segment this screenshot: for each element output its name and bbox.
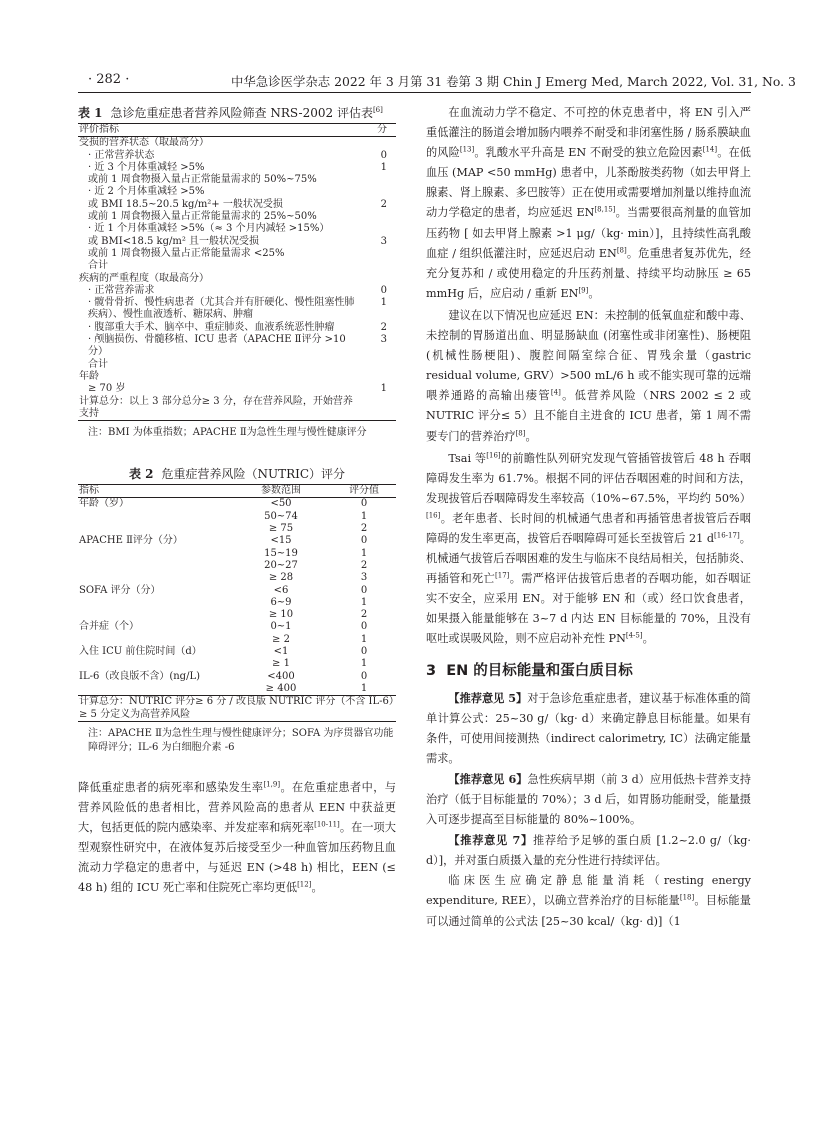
table2-cell-indicator — [78, 609, 230, 621]
table2-cell-range: ≥ 2 — [272, 633, 290, 645]
left-column — [78, 103, 396, 899]
table2-cell-range: 0~1 — [270, 621, 292, 633]
table2-row — [78, 572, 396, 584]
citation: [14] — [702, 145, 718, 154]
table2-cell-indicator — [78, 548, 230, 560]
table2-cell-range: 6~9 — [270, 596, 292, 608]
text: 。在危重症患者中，与营养风险低的患者相比，营养风险高的患者从 EEN 中获益更大，包括更低的院内感染率、并发症率和病死率 — [78, 780, 396, 835]
table2-col-range: 参数范围 — [230, 485, 332, 498]
table2-cell-indicator — [78, 634, 230, 646]
text: 。 — [311, 881, 323, 895]
table2-row — [78, 621, 396, 633]
table1-row — [78, 199, 396, 211]
table1-row — [78, 396, 396, 421]
table2-cell-range: 15~19 — [264, 547, 298, 559]
table2-cell-range: <50 — [270, 498, 292, 510]
recommendation-7 — [426, 830, 751, 871]
table1-cell-indicator: ≥ 70 岁 — [88, 383, 126, 395]
table1-cell-score: 3 — [380, 334, 387, 346]
citation: [13] — [459, 145, 475, 154]
table1-cell-indicator: 受损的营养状态（取最高分） — [79, 137, 209, 149]
section-number: 3 — [426, 662, 437, 679]
table2-cell-score: 0 — [360, 535, 368, 547]
table1-row — [78, 297, 396, 322]
table2-cell-range: ≥ 1 — [272, 658, 290, 670]
citation: [4] — [550, 388, 561, 397]
text: 。 — [642, 632, 654, 646]
table2-cell-range: ≥ 10 — [268, 609, 294, 621]
running-header: 中华急诊医学杂志 2022 年 3 月第 31 卷第 3 期 Chin J Emerg Med, March 2022, Vol. 31, No. 3 — [231, 74, 796, 89]
table2-title: 危重症营养风险（NUTRIC）评分 — [161, 467, 346, 482]
table2-cell-score: 3 — [360, 572, 368, 584]
table2-row — [78, 560, 396, 572]
table2-calc: 计算总分：NUTRIC 评分≥ 6 分 / 改良版 NUTRIC 评分（不含 IL-6）≥ 5 分定义为高营养风险 — [78, 696, 396, 722]
table2-cell-score: 1 — [360, 510, 368, 522]
text: 。危重患者复苏优先，经充分复苏和 / 或使用稳定的升压药剂量、持续平均动脉压 ≥ 65 mmHg 后，应启动 / 重新 EN — [426, 246, 751, 300]
table2-cell-score: 1 — [360, 547, 368, 559]
table1-cell-score — [360, 223, 396, 235]
table2-cell-range: ≥ 400 — [265, 682, 297, 694]
table2-cell-indicator — [78, 523, 230, 535]
table2-cell-score: 0 — [360, 645, 368, 657]
table2-cell-range: ≥ 28 — [268, 572, 294, 584]
paragraph-delay-en — [426, 306, 751, 447]
table2-cell-indicator — [78, 658, 230, 670]
recommendation-label: 【推荐意见 6】 — [448, 771, 528, 786]
recommendation-6 — [426, 769, 751, 830]
table2-row — [78, 523, 396, 535]
table2-cell-score: 1 — [360, 596, 368, 608]
table1-col-score: 分 — [360, 124, 396, 137]
table1-row — [78, 322, 396, 334]
table2-cell-score: 0 — [360, 584, 368, 596]
table1-row — [78, 211, 396, 223]
citation: [17] — [495, 571, 510, 580]
paragraph-hemodynamic — [426, 103, 751, 304]
table1-cell-indicator: · 颅脑损伤、骨髓移植、ICU 患者（APACHE Ⅱ评分 >10 分） — [88, 334, 346, 358]
table1-cell-indicator: · 正常营养需求 — [88, 284, 155, 296]
table2-cell-range: 20~27 — [264, 559, 298, 571]
text: 急性疾病早期（前 3 d）应用低热卡营养支持治疗（低于目标能量的 70%）；3 d 后，如胃肠功能耐受，能量摄入可逐步提高至目标能量的 80%~100%。 — [426, 772, 751, 827]
table1-title: 急诊危重症患者营养风险筛查 NRS-2002 评估表 — [110, 106, 373, 120]
table2-cell-indicator: 年龄（岁） — [79, 498, 129, 510]
table1-row — [78, 371, 396, 383]
citation: [8] — [515, 428, 526, 437]
table1-cell-indicator: 或 BMI 18.5~20.5 kg/m²+ 一般状况受损 — [88, 198, 283, 210]
table1-cell-score — [360, 211, 396, 223]
table1-cell-indicator: · 髋骨骨折、慢性病患者（尤其合并有肝硬化、慢性阻塞性肺疾病）、慢性血液透析、糖尿病、肿瘤 — [88, 297, 355, 321]
table1-row — [78, 383, 396, 395]
text: Tsai 等 — [448, 451, 487, 465]
table1-cell-score — [360, 273, 396, 285]
citation: [10-11] — [314, 820, 340, 829]
section-title: EN 的目标能量和蛋白质目标 — [446, 662, 633, 679]
table2-cell-score: 2 — [360, 559, 368, 571]
table2-row — [78, 511, 396, 523]
table2-cell-score: 1 — [360, 633, 368, 645]
header-rule — [78, 92, 751, 93]
paragraph-dysphagia — [426, 449, 751, 650]
table1-row — [78, 260, 396, 272]
table1-cell-indicator: 或前 1 周食物摄入量占正常能量需求 <25% — [88, 247, 285, 259]
table1-cell-indicator: 或前 1 周食物摄入量占正常能量需求的 25%~50% — [88, 211, 317, 223]
text: 。在低血压 (MAP <50 mmHg) 患者中，儿茶酚胺类药物（如去甲肾上腺素、肾上腺素、多巴胺等）正在使用或需要增加剂量以维持血流动力学稳定的患者，均应延迟 EN — [426, 146, 751, 220]
table1-cell-score — [360, 396, 396, 421]
table2-col-score: 评分值 — [332, 485, 396, 498]
table2-cell-score: 1 — [360, 682, 368, 694]
table2-cell-range: <6 — [273, 584, 289, 596]
table1-row — [78, 248, 396, 260]
table1-cell-score: 2 — [380, 321, 387, 333]
citation: [1,9] — [263, 780, 281, 789]
table2-cell-range: <15 — [270, 535, 292, 547]
table1-cell-indicator: 或 BMI<18.5 kg/m² 且一般状况受损 — [88, 235, 260, 247]
table1-cell-score: 1 — [380, 161, 387, 173]
page-number: · 282 · — [88, 72, 130, 87]
text: 。需严格评估拔管后患者的吞咽功能，如吞咽证实不安全，应采用 EN。对于能够 EN 和（或）经口饮食患者，如果摄入能量能够在 3~7 d 内达 EN 目标能量的 70%，且没有呕吐或误吸风险，则不应启动补充性 PN — [426, 572, 751, 646]
right-column — [426, 103, 751, 932]
table2-cell-indicator: IL-6（改良版不含）(ng/L) — [79, 670, 200, 682]
table2-row — [78, 597, 396, 609]
table1-cell-score: 3 — [380, 235, 387, 247]
table2-row — [78, 646, 396, 658]
recommendation-5 — [426, 688, 751, 769]
citation: [16-17] — [714, 531, 740, 540]
table2-cell-score: 1 — [360, 658, 368, 670]
table2-cell-range: 50~74 — [264, 510, 298, 522]
table1-row — [78, 174, 396, 186]
text: 推荐给予足够的蛋白质 [1.2~2.0 g/（kg· d）]，并对蛋白质摄入量的充分性进行持续评估。 — [426, 834, 751, 868]
text: 。 — [588, 286, 600, 300]
table1-cell-indicator: 年龄 — [79, 370, 99, 382]
table1-cell-score — [360, 359, 396, 371]
table1-caption — [78, 103, 396, 123]
table1-cell-indicator: · 正常营养状态 — [88, 149, 155, 161]
table2-cell-indicator: 合并症（个） — [79, 621, 139, 633]
table2-col-indicator: 指标 — [78, 485, 230, 498]
table1-cell-score: 0 — [380, 284, 387, 296]
table1-cell-score: 1 — [380, 383, 387, 395]
table1-cell-indicator: 合计 — [88, 358, 108, 370]
table1-row — [78, 137, 396, 150]
table1-cell-score — [360, 260, 396, 272]
table2-row — [78, 658, 396, 670]
table1-row — [78, 162, 396, 174]
table1-cell-score: 2 — [380, 198, 387, 210]
recommendation-label: 【推荐意见 7】 — [448, 833, 533, 848]
text: 临床医生应确定静息能量消耗（resting energy expenditure, REE），以确立营养治疗的目标能量 — [426, 874, 751, 908]
table1-cell-score — [360, 248, 396, 260]
table1-cell-indicator: · 近 2 个月体重减轻 >5% — [88, 186, 205, 198]
text: 。目标能量可以通过简单的公式法 [25~30 kcal/（kg· d)]（1 — [426, 894, 751, 928]
citation: [8,15] — [594, 205, 616, 214]
table1-cell-score — [360, 186, 396, 198]
table1-ref: [6] — [372, 106, 383, 114]
text: 降低重症患者的病死率和感染发生率 — [78, 780, 264, 794]
table2-cell-indicator — [78, 572, 230, 584]
table2-cell-range: <1 — [273, 645, 289, 657]
table1-col-indicator: 评价指标 — [78, 124, 360, 137]
citation: [16] — [486, 450, 501, 459]
table2-label: 表 2 — [128, 467, 154, 482]
table2-row — [78, 634, 396, 646]
table1-cell-indicator: · 近 1 个月体重减轻 >5%（≈ 3 个月内减轻 >15%） — [88, 223, 330, 235]
text: 。乳酸水平升高是 EN 不耐受的独立危险因素 — [474, 146, 703, 160]
table1-note: 注：BMI 为体重指数；APACHE Ⅱ为急性生理与慢性健康评分 — [88, 427, 367, 439]
table2-cell-indicator: 入住 ICU 前住院时间（d） — [79, 645, 202, 657]
table1-row — [78, 359, 396, 371]
citation: [12] — [297, 880, 312, 889]
text: 对于急诊危重症患者，建议基于标准体重的简单计算公式：25~30 g/（kg· d）来确定静息目标能量。如果有条件，可使用间接测热（indirect calorimetry, IC）法确定能量需求。 — [426, 691, 751, 765]
table1-cell-score — [360, 137, 396, 150]
text: 建议在以下情况也应延迟 EN：未控制的低氧血症和酸中毒、未控制的胃肠道出血、明显肠缺血 (闭塞性或非闭塞性)、肠梗阻 (机械性肠梗阻)、腹腔间隔室综合征、胃残余量（gastric residual volume, GRV）>500 mL/6 h 或不能实现可靠的远端喂养通路的高输出瘘管 — [426, 308, 751, 403]
table1-cell-indicator: 计算总分：以上 3 部分总分≥ 3 分，存在营养风险，开始营养支持 — [78, 396, 360, 421]
table2-row — [78, 585, 396, 597]
table2-row — [78, 498, 396, 511]
recommendation-label: 【推荐意见 5】 — [448, 690, 528, 705]
text: 。机械通气拔管后吞咽困难的发生与临床不良结局相关，包括肺炎、再插管和死亡 — [426, 531, 751, 586]
table2-row — [78, 535, 396, 547]
table2-cell-indicator: SOFA 评分（分） — [79, 584, 161, 596]
table1 — [78, 123, 396, 421]
text: 。当需要很高剂量的血管加压药物 [ 如去甲肾上腺素 >1 μg/（kg· min）]，且持续性高乳酸血症 / 组织低灌注时，应延迟启动 EN — [426, 206, 751, 260]
table1-row — [78, 223, 396, 235]
citation: [8] — [616, 245, 627, 254]
text: 。 — [525, 429, 537, 443]
table1-row — [78, 186, 396, 198]
table2-row — [78, 548, 396, 560]
table2 — [78, 484, 396, 722]
table2-cell-score: 0 — [360, 670, 368, 682]
table1-row — [78, 334, 396, 359]
table2-cell-score: 2 — [360, 523, 368, 535]
table1-row — [78, 285, 396, 297]
table2-cell-score: 0 — [360, 621, 368, 633]
table1-cell-indicator: 疾病的严重程度（取最高分） — [79, 272, 209, 284]
table1-cell-indicator: · 近 3 个月体重减轻 >5% — [88, 161, 205, 173]
text: 在血流动力学不稳定、不可控的休克患者中，将 EN 引入严重低灌注的肠道会增加肠内喂养不耐受和非闭塞性肠 / 肠系膜缺血的风险 — [426, 106, 751, 160]
citation: [4-5] — [625, 631, 643, 640]
text: 。低营养风险（NRS 2002 ≤ 2 或 NUTRIC 评分≤ 5）且不能自主进食的 ICU 患者，第 1 周不需要专门的营养治疗 — [426, 389, 751, 443]
table1-cell-indicator: 合计 — [88, 260, 108, 272]
table2-cell-indicator — [78, 597, 230, 609]
table2-cell-score: 2 — [360, 609, 368, 621]
citation: [16] — [426, 511, 441, 520]
table2-cell-indicator — [78, 560, 230, 572]
paragraph-ree — [426, 871, 751, 931]
citation: [18] — [679, 893, 695, 902]
table2-cell-score: 0 — [360, 498, 368, 510]
table2-row — [78, 683, 396, 696]
text: 。在一项大型观察性研究中，在液体复苏后接受至少一种血管加压药物且血流动力学稳定的患者中，与延迟 EN (>48 h) 相比，EEN (≤ 48 h) 组的 ICU 死亡率和住院死亡率均更低 — [78, 821, 396, 895]
citation: [9] — [578, 286, 589, 295]
table2-caption — [78, 464, 396, 484]
table2-note: 注：APACHE Ⅱ为急性生理与慢性健康评分；SOFA 为序贯器官功能障碍评分；IL-6 为白细胞介素 -6 — [88, 727, 394, 753]
table2-cell-range: ≥ 75 — [268, 523, 294, 535]
table2-cell-indicator — [78, 511, 230, 523]
text: 。老年患者、长时间的机械通气患者和再插管患者拔管后吞咽障碍的发生率更高，拔管后吞咽障碍可延长至拔管后 21 d — [426, 511, 751, 545]
table1-row — [78, 236, 396, 248]
table1-cell-score: 0 — [380, 149, 387, 161]
table1-row — [78, 273, 396, 285]
table1-cell-score: 1 — [380, 297, 387, 309]
table1-cell-score — [360, 174, 396, 186]
left-paragraph — [78, 778, 396, 899]
section-3-heading — [426, 660, 751, 682]
table1-cell-indicator: · 腹部重大手术、脑卒中、重症肺炎、血液系统恶性肿瘤 — [88, 321, 335, 333]
table2-row — [78, 671, 396, 683]
table1-cell-score — [360, 371, 396, 383]
table2-cell-range: <400 — [267, 670, 295, 682]
table2-cell-indicator — [78, 683, 230, 696]
table2-row — [78, 609, 396, 621]
text: 的前瞻性队列研究发现气管插管拔管后 48 h 吞咽障碍发生率为 61.7%。根据不同的评估吞咽困难的时间和方法，发现拔管后吞咽障碍发生率较高（10%~67.5%，平均约 50%） — [426, 451, 751, 505]
table1-cell-indicator: 或前 1 周食物摄入量占正常能量需求的 50%~75% — [88, 174, 317, 186]
table1-row — [78, 150, 396, 162]
table2-cell-indicator: APACHE Ⅱ评分（分） — [79, 535, 183, 547]
table1-label: 表 1 — [78, 106, 103, 120]
